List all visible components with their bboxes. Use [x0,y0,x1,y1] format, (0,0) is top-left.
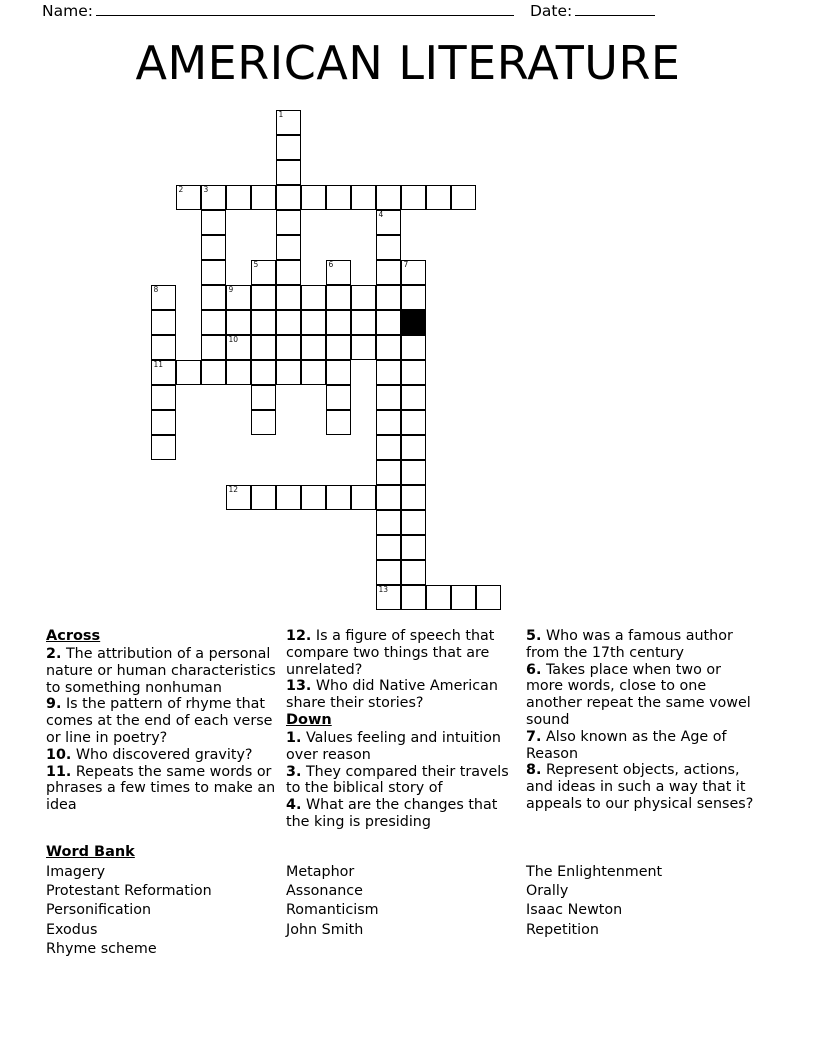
clue-column-3 [526,628,770,813]
clue-number: 11. [46,763,72,780]
clue-text: Who discovered gravity? [75,746,253,763]
word-bank-item: Exodus [46,921,98,938]
grid-cell[interactable] [301,285,326,310]
word-bank-item: Rhyme scheme [46,940,157,957]
grid-cell[interactable] [326,185,351,210]
grid-cell[interactable] [451,185,476,210]
clue-text: Is the pattern of rhyme that comes at the end of each verse or line in poetry? [46,696,273,746]
clue-text: What are the changes that the king is presiding [286,797,498,830]
grid-cell[interactable] [151,385,176,410]
grid-cell[interactable] [226,285,251,310]
grid-cell[interactable] [376,235,401,260]
word-bank-item: Orally [526,883,569,900]
word-bank-column-1 [46,863,286,959]
grid-cell[interactable] [276,260,301,285]
grid-cell[interactable] [376,435,401,460]
grid-cell-number: 6 [328,260,334,269]
grid-cell[interactable] [326,285,351,310]
word-bank-item: Repetition [526,921,599,938]
word-bank-item: Personification [46,902,152,919]
grid-cell[interactable] [376,335,401,360]
grid-cell[interactable] [326,335,351,360]
grid-cell[interactable] [201,210,226,235]
clue-text: They compared their travels to the biblical story of [286,763,509,797]
grid-cell[interactable] [276,135,301,160]
grid-cell[interactable] [251,260,276,285]
grid-cell[interactable] [376,485,401,510]
grid-cell[interactable] [176,185,201,210]
clue-text: Also known as the Age of Reason [526,728,727,762]
word-bank-item: Imagery [46,864,106,880]
word-bank-column-3 [526,863,766,959]
name-label: Name: [42,2,93,20]
grid-cell-number: 4 [378,210,384,219]
clue-number: 1. [286,729,302,746]
clue-across-10 [46,747,278,764]
grid-cell[interactable] [326,310,351,335]
clue-text: Values feeling and intuition over reason [286,729,501,763]
grid-cell[interactable] [201,185,226,210]
grid-cell[interactable] [276,110,301,135]
grid-cell-number: 13 [378,585,389,594]
clue-text: Represent objects, actions, and ideas in such a way that it appeals to our physical senses? [526,762,754,812]
grid-cell[interactable] [376,210,401,235]
grid-cell[interactable] [401,360,426,385]
clue-across-12 [286,628,518,678]
grid-cell[interactable] [276,285,301,310]
clue-text: Repeats the same words or phrases a few times to make an idea [46,763,276,814]
clue-number: 8. [526,762,542,779]
grid-cell[interactable] [201,360,226,385]
clue-across-13 [286,678,518,712]
word-bank-item: Isaac Newton [526,902,623,919]
grid-cell[interactable] [201,335,226,360]
clue-number: 5. [526,628,542,644]
grid-cell[interactable] [351,335,376,360]
grid-cell[interactable] [276,210,301,235]
grid-cell[interactable] [376,260,401,285]
grid-cell[interactable] [201,235,226,260]
clue-text: Who did Native American share their stories? [286,678,498,712]
grid-cell[interactable] [201,260,226,285]
clue-number: 2. [46,646,62,662]
clue-down-3 [286,764,518,798]
grid-cell[interactable] [401,510,426,535]
grid-cell-number: 7 [403,260,409,269]
clue-text: The attribution of a personal nature or human characteristics to something nonhuman [46,646,276,696]
clue-number: 6. [526,661,542,678]
grid-cell[interactable] [251,485,276,510]
grid-cell[interactable] [376,385,401,410]
grid-cell-number: 3 [203,185,209,194]
word-bank-item: Romanticism [286,902,379,919]
grid-cell[interactable] [251,410,276,435]
grid-cell[interactable] [151,310,176,335]
grid-cell[interactable] [301,185,326,210]
grid-cell[interactable] [376,460,401,485]
grid-cell[interactable] [201,285,226,310]
clue-number: 10. [46,746,72,763]
grid-cell[interactable] [276,310,301,335]
clue-down-4 [286,797,518,831]
grid-cell[interactable] [401,560,426,585]
grid-cell[interactable] [251,285,276,310]
clue-column-2 [286,628,526,831]
grid-cell[interactable] [326,485,351,510]
grid-cell[interactable] [401,435,426,460]
word-bank-item: Assonance [286,883,363,900]
grid-cell[interactable] [276,160,301,185]
grid-cell[interactable] [251,385,276,410]
word-bank-item: John Smith [286,921,364,938]
grid-cell[interactable] [376,360,401,385]
grid-cell[interactable] [351,485,376,510]
grid-cell[interactable] [451,585,476,610]
clues-section [46,628,770,831]
word-bank-item: The Enlightenment [526,864,663,880]
clue-column-1 [46,628,286,814]
clue-text: Who was a famous author from the 17th century [526,628,733,661]
grid-cell-number: 8 [153,285,159,294]
grid-cell[interactable] [376,585,401,610]
grid-cell[interactable] [401,185,426,210]
grid-cell[interactable] [401,585,426,610]
grid-cell[interactable] [326,260,351,285]
grid-cell[interactable] [301,360,326,385]
grid-cell[interactable] [401,535,426,560]
grid-cell[interactable] [351,310,376,335]
down-heading: Down [286,711,332,728]
grid-cell-number: 2 [178,185,184,194]
grid-cell[interactable] [426,585,451,610]
clue-down-8 [526,762,762,812]
clue-text: Takes place when two or more words, close to one another repeat the same vowel sound [526,661,751,728]
grid-cell[interactable] [476,585,501,610]
grid-cell[interactable] [151,285,176,310]
grid-cell[interactable] [351,185,376,210]
clue-number: 9. [46,696,62,713]
grid-cell[interactable] [276,360,301,385]
grid-cell[interactable] [401,260,426,285]
grid-cell[interactable] [376,285,401,310]
grid-cell[interactable] [251,185,276,210]
clue-number: 7. [526,728,542,745]
grid-cell[interactable] [151,360,176,385]
grid-cell[interactable] [226,360,251,385]
grid-cell[interactable] [176,360,201,385]
grid-cell[interactable] [201,310,226,335]
grid-cell-number: 11 [153,360,164,369]
grid-cell[interactable] [401,485,426,510]
grid-cell[interactable] [251,360,276,385]
grid-cell[interactable] [226,485,251,510]
grid-cell[interactable] [326,385,351,410]
grid-cell[interactable] [401,385,426,410]
clue-number: 12. [286,628,312,644]
grid-cell[interactable] [401,460,426,485]
grid-cell-number: 10 [228,335,239,344]
grid-cell-number: 1 [278,110,284,119]
grid-cell[interactable] [426,185,451,210]
grid-cell[interactable] [151,410,176,435]
grid-cell[interactable] [376,510,401,535]
grid-cell[interactable] [276,485,301,510]
clue-down-7 [526,729,762,763]
grid-cell[interactable] [326,360,351,385]
grid-cell[interactable] [326,410,351,435]
clue-number: 4. [286,797,302,814]
grid-cell[interactable] [151,435,176,460]
grid-cell[interactable] [226,185,251,210]
clue-down-5 [526,628,762,662]
word-bank-heading: Word Bank [46,844,135,860]
grid-cell[interactable] [376,185,401,210]
word-bank-item: Protestant Reformation [46,883,212,900]
clue-across-11 [46,764,278,814]
clue-across-2 [46,646,278,696]
grid-cell[interactable] [376,310,401,335]
word-bank-section [46,844,770,959]
grid-cell[interactable] [226,310,251,335]
clue-down-6 [526,662,762,729]
grid-cell[interactable] [151,335,176,360]
grid-cell[interactable] [401,335,426,360]
word-bank-item: Metaphor [286,864,355,880]
clue-text: Is a figure of speech that compare two things that are unrelated? [286,628,495,678]
grid-cell-number: 5 [253,260,259,269]
clue-number: 13. [286,678,312,695]
grid-cell[interactable] [376,535,401,560]
grid-cell-blocked [401,310,426,335]
grid-cell[interactable] [301,335,326,360]
grid-cell[interactable] [301,310,326,335]
clue-across-9 [46,696,278,746]
grid-cell[interactable] [276,185,301,210]
clue-number: 3. [286,763,302,780]
date-label: Date: [529,2,573,20]
grid-cell[interactable] [376,410,401,435]
grid-cell[interactable] [401,410,426,435]
grid-cell-number: 12 [228,485,239,494]
word-bank-columns [46,863,770,959]
grid-cell[interactable] [251,335,276,360]
grid-cell[interactable] [351,285,376,310]
grid-cell[interactable] [276,335,301,360]
grid-cell[interactable] [376,560,401,585]
grid-cell-number: 9 [228,285,234,294]
grid-cell[interactable] [226,335,251,360]
grid-cell[interactable] [251,310,276,335]
page-title: AMERICAN LITERATURE [135,36,681,90]
word-bank-column-2 [286,863,526,959]
across-heading: Across [46,628,101,644]
clue-down-1 [286,730,518,764]
grid-cell[interactable] [276,235,301,260]
grid-cell[interactable] [301,485,326,510]
grid-cell[interactable] [401,285,426,310]
